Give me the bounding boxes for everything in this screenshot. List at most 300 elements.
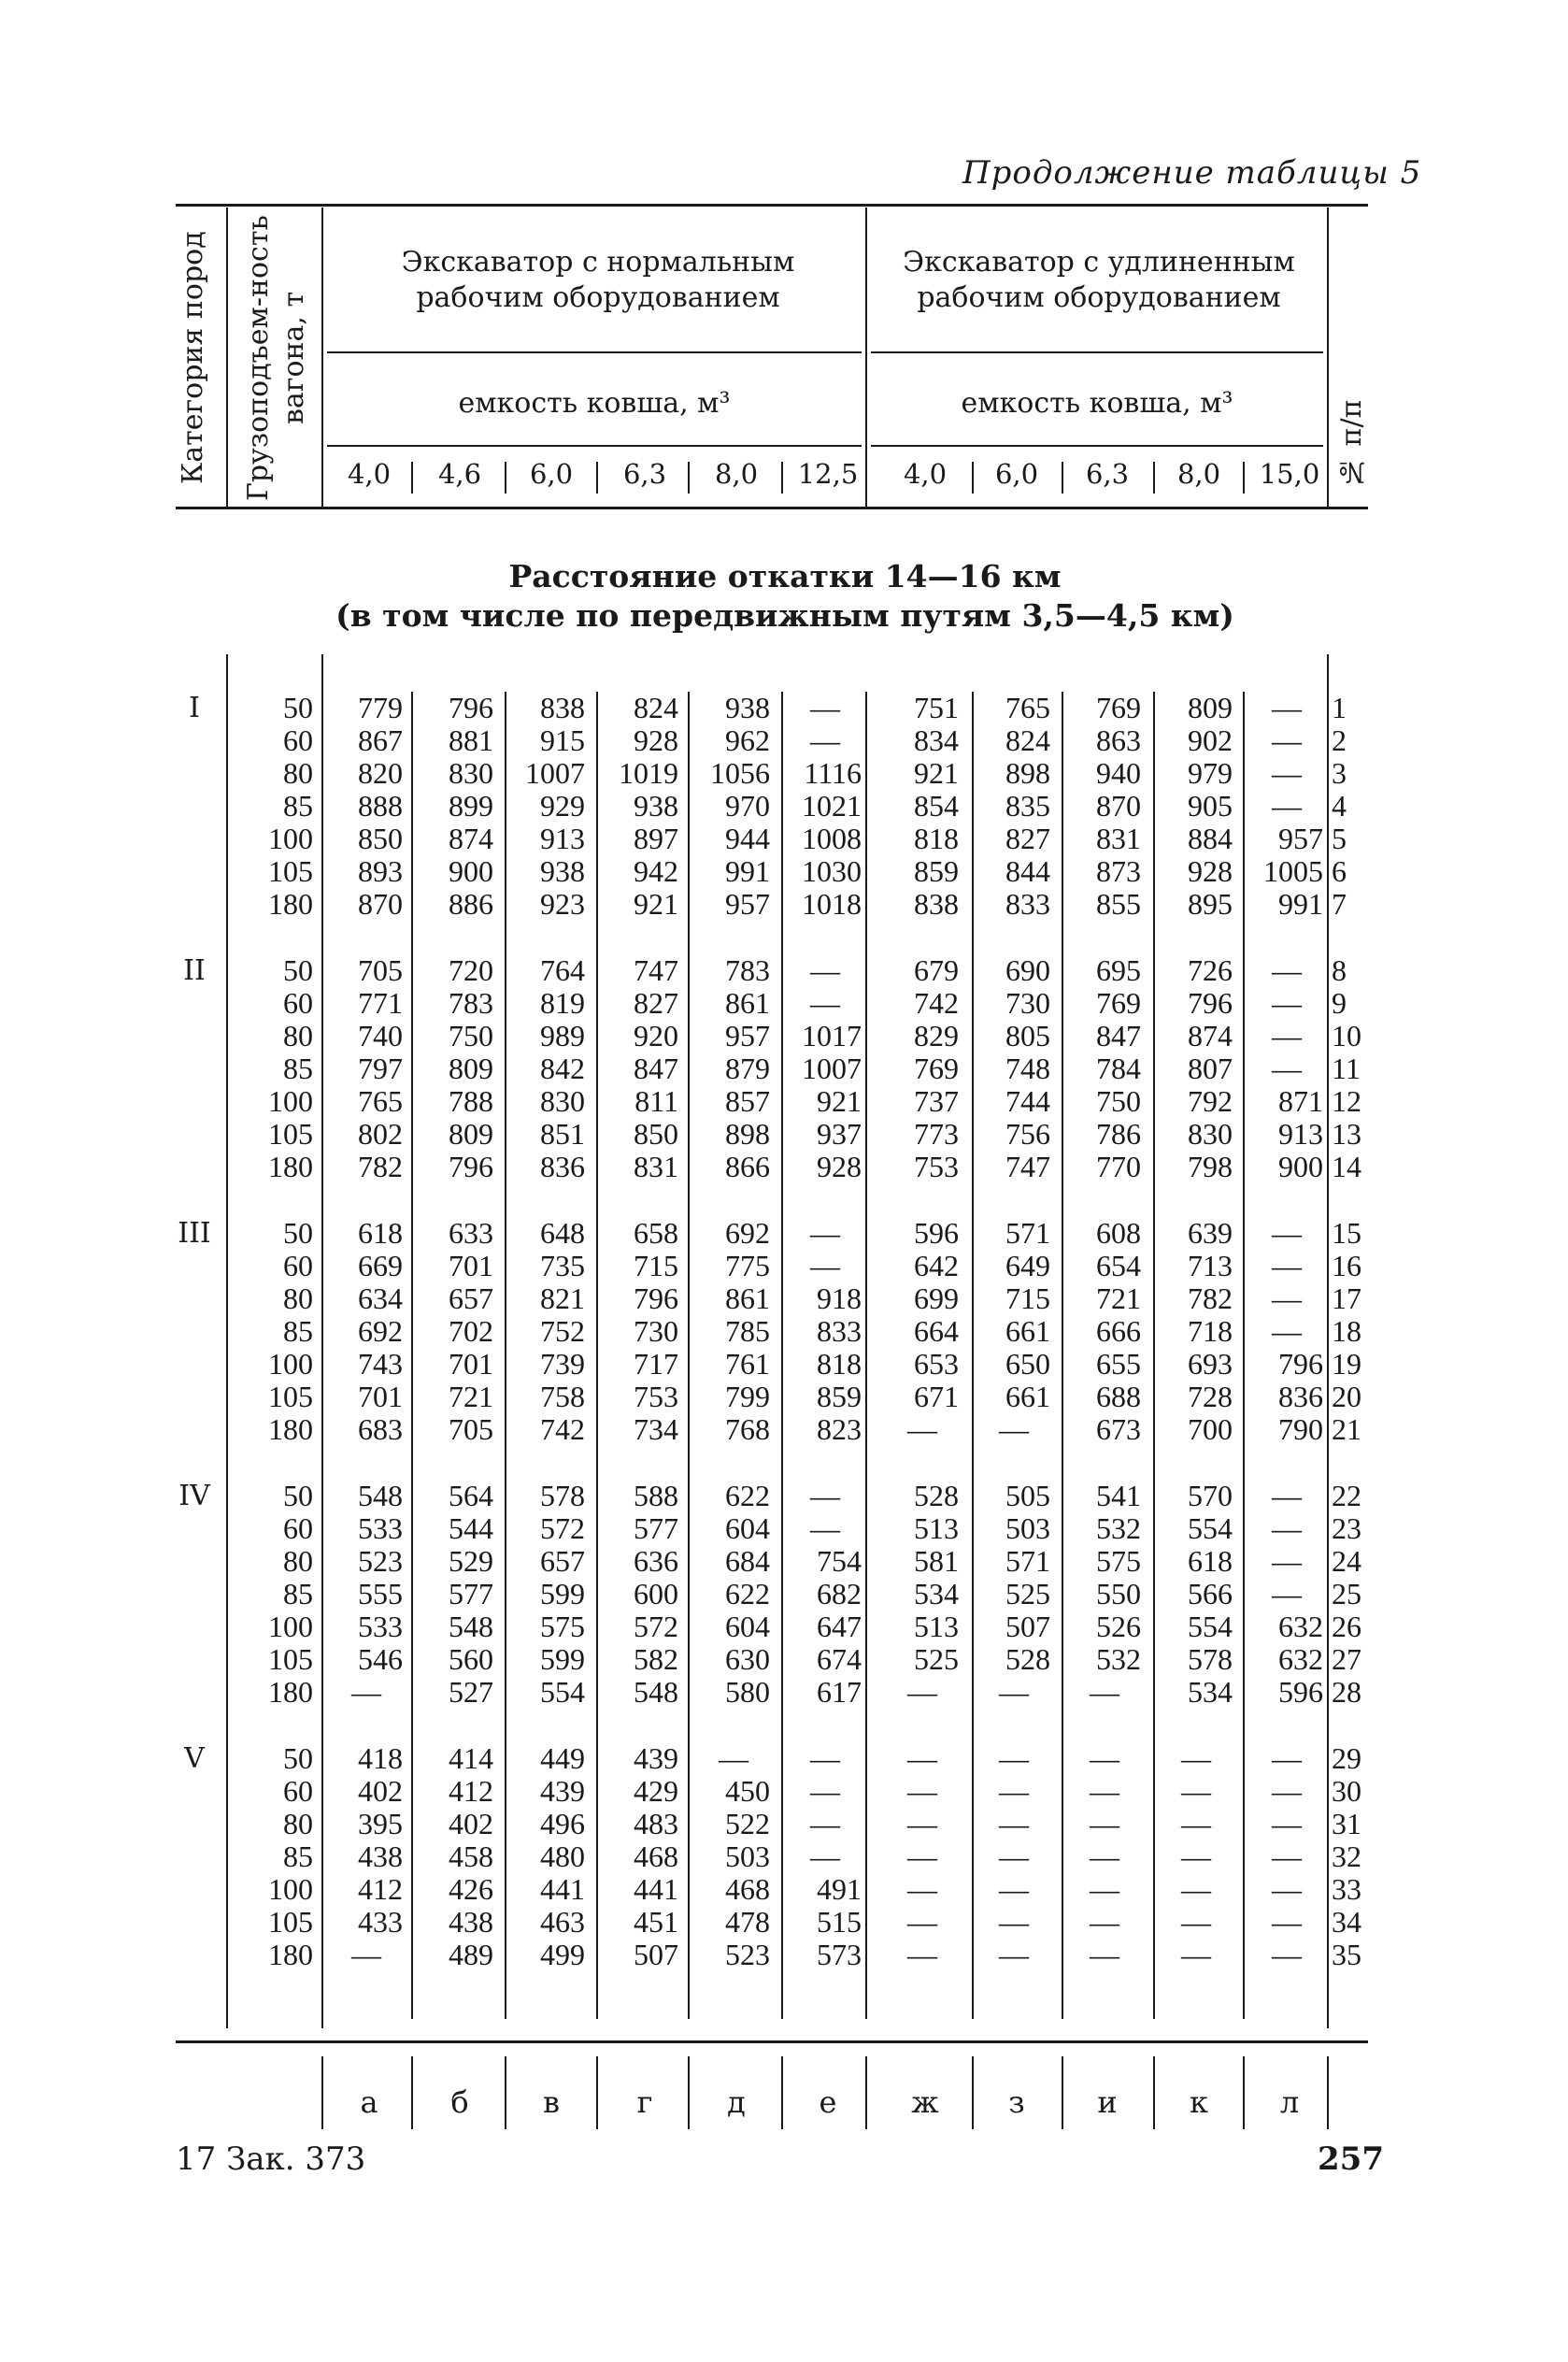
section-title: Расстояние откатки 14—16 км [508, 558, 1062, 594]
value-cell: 555 [358, 1577, 403, 1610]
value-cell: 881 [449, 723, 493, 757]
value-cell: 829 [914, 1019, 959, 1052]
value-cell: 821 [540, 1281, 585, 1315]
value-cell: 468 [725, 1872, 770, 1906]
value-cell: 785 [725, 1314, 770, 1348]
value-cell: 588 [634, 1479, 678, 1512]
value-cell: 412 [449, 1774, 493, 1808]
value-cell: 439 [634, 1741, 678, 1775]
value-cell: 692 [725, 1216, 770, 1250]
value-cell: 790 [1278, 1412, 1323, 1446]
value-cell: 528 [914, 1479, 959, 1512]
body-divider [972, 692, 974, 2019]
value-cell: 532 [1096, 1511, 1141, 1545]
letter-divider [321, 2056, 323, 2129]
letter-divider [1243, 2056, 1245, 2129]
value-cell: 734 [634, 1412, 678, 1446]
capacity-cell: 85 [283, 1052, 313, 1085]
value-cell: 671 [914, 1380, 959, 1413]
value-cell: 720 [449, 953, 493, 987]
value-cell: 695 [1096, 953, 1141, 987]
value-cell: 468 [634, 1839, 678, 1873]
header-subrule [871, 445, 1323, 447]
value-cell: 721 [449, 1380, 493, 1413]
value-cell: 1017 [802, 1019, 862, 1052]
value-cell: 989 [540, 1019, 585, 1052]
value-cell: 438 [449, 1905, 493, 1939]
value-cell: 642 [914, 1249, 959, 1282]
value-cell: 513 [914, 1511, 959, 1545]
row-number: 3 [1332, 756, 1347, 790]
capacity-cell: 105 [268, 1117, 313, 1151]
bucket-divider [781, 462, 783, 494]
value-cell: 836 [1278, 1380, 1323, 1413]
row-number: 16 [1332, 1249, 1361, 1282]
value-cell: 418 [358, 1741, 403, 1775]
value-cell: 942 [634, 854, 678, 888]
value-cell: 730 [634, 1314, 678, 1348]
row-number: 10 [1332, 1019, 1361, 1052]
value-cell: 1019 [619, 756, 678, 790]
value-cell: 871 [1278, 1084, 1323, 1118]
footer-order: 17 Зак. 373 [176, 2140, 366, 2178]
value-cell: — [1272, 986, 1302, 1020]
value-cell: 779 [358, 691, 403, 724]
header-category: Категория пород [177, 231, 209, 485]
row-number: 2 [1332, 723, 1347, 757]
value-cell: 395 [358, 1807, 403, 1840]
value-cell: 713 [1188, 1249, 1233, 1282]
value-cell: 769 [1096, 986, 1141, 1020]
value-cell: — [1272, 1479, 1302, 1512]
value-cell: 581 [914, 1544, 959, 1578]
table-bottom-rule [176, 2040, 1368, 2043]
value-cell: 938 [540, 854, 585, 888]
value-cell: 429 [634, 1774, 678, 1808]
value-cell: 921 [634, 887, 678, 921]
value-cell: — [999, 1741, 1029, 1775]
value-cell: 622 [725, 1577, 770, 1610]
letter-divider [596, 2056, 598, 2129]
value-cell: 796 [449, 1150, 493, 1183]
bucket-divider [972, 462, 974, 494]
column-letter: д [727, 2084, 746, 2120]
value-cell: 874 [449, 822, 493, 855]
category-label: IV [178, 1480, 210, 1512]
value-cell: — [1272, 1577, 1302, 1610]
value-cell: 544 [449, 1511, 493, 1545]
value-cell: 548 [634, 1675, 678, 1709]
value-cell: 796 [449, 691, 493, 724]
value-cell: 527 [449, 1675, 493, 1709]
value-cell: 657 [540, 1544, 585, 1578]
value-cell: 830 [449, 756, 493, 790]
value-cell: 1030 [802, 854, 862, 888]
value-cell: 915 [540, 723, 585, 757]
value-cell: 571 [1005, 1216, 1050, 1250]
bucket-size-label: 4,6 [437, 458, 482, 490]
value-cell: 809 [449, 1052, 493, 1085]
value-cell: 554 [1188, 1511, 1233, 1545]
value-cell: — [999, 1872, 1029, 1906]
value-cell: 1007 [802, 1052, 862, 1085]
value-cell: 879 [725, 1052, 770, 1085]
value-cell: 507 [634, 1938, 678, 1971]
row-number: 11 [1332, 1052, 1361, 1085]
value-cell: 599 [540, 1642, 585, 1676]
value-cell: 632 [1278, 1642, 1323, 1676]
value-cell: 575 [540, 1610, 585, 1643]
value-cell: 742 [914, 986, 959, 1020]
value-cell: 818 [914, 822, 959, 855]
value-cell: — [810, 1741, 840, 1775]
value-cell: 784 [1096, 1052, 1141, 1085]
value-cell: 918 [817, 1281, 862, 1315]
value-cell: 458 [449, 1839, 493, 1873]
value-cell: — [810, 1807, 840, 1840]
letter-divider [1327, 2056, 1329, 2129]
value-cell: 797 [358, 1052, 403, 1085]
value-cell: 802 [358, 1117, 403, 1151]
value-cell: 478 [725, 1905, 770, 1939]
column-letter: з [1008, 2084, 1025, 2120]
value-cell: 604 [725, 1610, 770, 1643]
value-cell: 661 [1005, 1314, 1050, 1348]
value-cell: — [810, 1249, 840, 1282]
body-divider [321, 654, 323, 2028]
value-cell: 991 [1278, 887, 1323, 921]
value-cell: 824 [1005, 723, 1050, 757]
body-divider [688, 692, 690, 2019]
value-cell: 765 [1005, 691, 1050, 724]
value-cell: 532 [1096, 1642, 1141, 1676]
value-cell: 905 [1188, 789, 1233, 823]
value-cell: 844 [1005, 854, 1050, 888]
value-cell: 859 [817, 1380, 862, 1413]
value-cell: 857 [725, 1084, 770, 1118]
capacity-cell: 50 [283, 1741, 313, 1775]
value-cell: — [907, 1675, 937, 1709]
value-cell: — [1181, 1741, 1211, 1775]
value-cell: 859 [914, 854, 959, 888]
value-cell: 1018 [802, 887, 862, 921]
value-cell: 480 [540, 1839, 585, 1873]
value-cell: 572 [540, 1511, 585, 1545]
value-cell: 575 [1096, 1544, 1141, 1578]
value-cell: 768 [725, 1412, 770, 1446]
capacity-cell: 80 [283, 756, 313, 790]
bucket-size-label: 4,0 [347, 458, 392, 490]
value-cell: 979 [1188, 756, 1233, 790]
value-cell: 888 [358, 789, 403, 823]
row-number: 22 [1332, 1479, 1361, 1512]
value-cell: 441 [540, 1872, 585, 1906]
row-number: 21 [1332, 1412, 1361, 1446]
value-cell: 684 [725, 1544, 770, 1578]
value-cell: — [907, 1872, 937, 1906]
value-cell: 834 [914, 723, 959, 757]
value-cell: 851 [540, 1117, 585, 1151]
value-cell: 622 [725, 1479, 770, 1512]
value-cell: 747 [1005, 1150, 1050, 1183]
value-cell: — [999, 1839, 1029, 1873]
value-cell: 886 [449, 887, 493, 921]
value-cell: 895 [1188, 887, 1233, 921]
value-cell: 728 [1188, 1380, 1233, 1413]
capacity-cell: 50 [283, 691, 313, 724]
row-number: 18 [1332, 1314, 1361, 1348]
row-number: 34 [1332, 1905, 1361, 1939]
value-cell: 782 [1188, 1281, 1233, 1315]
value-cell: 548 [449, 1610, 493, 1643]
category-label: I [189, 692, 200, 724]
value-cell: 740 [358, 1019, 403, 1052]
row-number: 26 [1332, 1610, 1361, 1643]
value-cell: — [810, 691, 840, 724]
capacity-cell: 180 [268, 887, 313, 921]
row-number: 27 [1332, 1642, 1361, 1676]
value-cell: — [810, 953, 840, 987]
value-cell: 827 [634, 986, 678, 1020]
value-cell: — [999, 1905, 1029, 1939]
value-cell: 861 [725, 986, 770, 1020]
value-cell: 937 [817, 1117, 862, 1151]
capacity-cell: 50 [283, 1479, 313, 1512]
value-cell: 548 [358, 1479, 403, 1512]
bucket-divider [865, 462, 867, 494]
row-number: 5 [1332, 822, 1347, 855]
value-cell: 970 [725, 789, 770, 823]
value-cell: 682 [817, 1577, 862, 1610]
value-cell: 489 [449, 1938, 493, 1971]
value-cell: 496 [540, 1807, 585, 1840]
value-cell: 750 [1096, 1084, 1141, 1118]
body-divider [865, 692, 867, 2019]
value-cell: 730 [1005, 986, 1050, 1020]
value-cell: 529 [449, 1544, 493, 1578]
value-cell: 743 [358, 1347, 403, 1381]
value-cell: — [1090, 1872, 1119, 1906]
value-cell: — [1181, 1872, 1211, 1906]
value-cell: 873 [1096, 854, 1141, 888]
value-cell: 866 [725, 1150, 770, 1183]
column-letter: г [636, 2084, 653, 2120]
column-letter: и [1097, 2084, 1118, 2120]
capacity-cell: 100 [268, 1872, 313, 1906]
value-cell: 831 [634, 1150, 678, 1183]
value-cell: 715 [1005, 1281, 1050, 1315]
bucket-size-label: 12,5 [797, 458, 859, 490]
value-cell: 769 [1096, 691, 1141, 724]
value-cell: 604 [725, 1511, 770, 1545]
value-cell: 650 [1005, 1347, 1050, 1381]
capacity-cell: 100 [268, 1610, 313, 1643]
value-cell: 649 [1005, 1249, 1050, 1282]
value-cell: 847 [1096, 1019, 1141, 1052]
value-cell: 550 [1096, 1577, 1141, 1610]
value-cell: 820 [358, 756, 403, 790]
value-cell: 505 [1005, 1479, 1050, 1512]
value-cell: — [1181, 1839, 1211, 1873]
header-capacity-text: Грузоподъем-ность вагона, т [242, 215, 310, 501]
value-cell: 898 [1005, 756, 1050, 790]
value-cell: 630 [725, 1642, 770, 1676]
value-cell: 827 [1005, 822, 1050, 855]
value-cell: 897 [634, 822, 678, 855]
row-number: 13 [1332, 1117, 1361, 1151]
value-cell: — [810, 986, 840, 1020]
row-number: 33 [1332, 1872, 1361, 1906]
value-cell: 830 [540, 1084, 585, 1118]
header-bucket-extended: емкость ковша, м³ [961, 387, 1233, 420]
value-cell: 426 [449, 1872, 493, 1906]
value-cell: 863 [1096, 723, 1141, 757]
value-cell: 653 [914, 1347, 959, 1381]
value-cell: 636 [634, 1544, 678, 1578]
value-cell: 809 [1188, 691, 1233, 724]
value-cell: 580 [725, 1675, 770, 1709]
value-cell: 737 [914, 1084, 959, 1118]
letter-divider [1153, 2056, 1155, 2129]
value-cell: — [999, 1412, 1029, 1446]
capacity-cell: 60 [283, 986, 313, 1020]
value-cell: 533 [358, 1511, 403, 1545]
value-cell: 661 [1005, 1380, 1050, 1413]
letter-divider [505, 2056, 506, 2129]
value-cell: 921 [817, 1084, 862, 1118]
value-cell: 773 [914, 1117, 959, 1151]
value-cell: — [1272, 1544, 1302, 1578]
value-cell: 692 [358, 1314, 403, 1348]
row-number: 4 [1332, 789, 1347, 823]
value-cell: 929 [540, 789, 585, 823]
value-cell: 679 [914, 953, 959, 987]
value-cell: 693 [1188, 1347, 1233, 1381]
value-cell: 608 [1096, 1216, 1141, 1250]
value-cell: — [351, 1938, 381, 1971]
value-cell: 991 [725, 854, 770, 888]
value-cell: 438 [358, 1839, 403, 1873]
body-divider [596, 692, 598, 2019]
value-cell: 1005 [1263, 854, 1323, 888]
value-cell: 921 [914, 756, 959, 790]
body-divider [1327, 654, 1329, 2028]
bucket-divider [1062, 462, 1063, 494]
column-letter: л [1279, 2084, 1300, 2120]
value-cell: 554 [540, 1675, 585, 1709]
value-cell: — [1272, 1019, 1302, 1052]
value-cell: 412 [358, 1872, 403, 1906]
value-cell: 463 [540, 1905, 585, 1939]
value-cell: — [1181, 1938, 1211, 1971]
value-cell: — [1090, 1741, 1119, 1775]
value-cell: 546 [358, 1642, 403, 1676]
value-cell: 1007 [525, 756, 585, 790]
value-cell: — [1090, 1807, 1119, 1840]
value-cell: 855 [1096, 887, 1141, 921]
value-cell: 1116 [804, 756, 862, 790]
value-cell: — [1272, 1905, 1302, 1939]
capacity-cell: 60 [283, 723, 313, 757]
value-cell: — [1272, 723, 1302, 757]
bucket-divider [1153, 462, 1155, 494]
column-letter: б [450, 2084, 469, 2120]
column-letter: е [819, 2084, 837, 2120]
value-cell: — [1181, 1774, 1211, 1808]
value-cell: — [810, 723, 840, 757]
value-cell: 571 [1005, 1544, 1050, 1578]
value-cell: — [999, 1774, 1029, 1808]
value-cell: 566 [1188, 1577, 1233, 1610]
value-cell: 783 [449, 986, 493, 1020]
value-cell: — [907, 1741, 937, 1775]
value-cell: 819 [540, 986, 585, 1020]
value-cell: — [1272, 1511, 1302, 1545]
value-cell: 870 [358, 887, 403, 921]
value-cell: 831 [1096, 822, 1141, 855]
value-cell: — [1090, 1839, 1119, 1873]
bucket-size-label: 8,0 [1176, 458, 1221, 490]
value-cell: — [1272, 1741, 1302, 1775]
capacity-cell: 100 [268, 1347, 313, 1381]
value-cell: 1008 [802, 822, 862, 855]
capacity-cell: 80 [283, 1019, 313, 1052]
value-cell: — [907, 1905, 937, 1939]
value-cell: 786 [1096, 1117, 1141, 1151]
value-cell: 962 [725, 723, 770, 757]
value-cell: 830 [1188, 1117, 1233, 1151]
value-cell: 639 [1188, 1216, 1233, 1250]
capacity-cell: 80 [283, 1544, 313, 1578]
value-cell: 893 [358, 854, 403, 888]
value-cell: 798 [1188, 1150, 1233, 1183]
value-cell: — [1272, 691, 1302, 724]
capacity-cell: 180 [268, 1412, 313, 1446]
value-cell: 560 [449, 1642, 493, 1676]
value-cell: — [810, 1216, 840, 1250]
value-cell: 701 [449, 1347, 493, 1381]
value-cell: 920 [634, 1019, 678, 1052]
body-divider [411, 692, 413, 2019]
value-cell: 783 [725, 953, 770, 987]
value-cell: 799 [725, 1380, 770, 1413]
value-cell: 491 [817, 1872, 862, 1906]
row-number: 14 [1332, 1150, 1361, 1183]
value-cell: 449 [540, 1741, 585, 1775]
value-cell: 742 [540, 1412, 585, 1446]
value-cell: 902 [1188, 723, 1233, 757]
value-cell: 528 [1005, 1642, 1050, 1676]
value-cell: 1056 [710, 756, 770, 790]
value-cell: 796 [1188, 986, 1233, 1020]
row-number: 7 [1332, 887, 1347, 921]
value-cell: 751 [914, 691, 959, 724]
value-cell: 701 [358, 1380, 403, 1413]
capacity-cell: 105 [268, 1642, 313, 1676]
capacity-cell: 105 [268, 1380, 313, 1413]
row-number: 28 [1332, 1675, 1361, 1709]
value-cell: 541 [1096, 1479, 1141, 1512]
value-cell: — [810, 1774, 840, 1808]
value-cell: 658 [634, 1216, 678, 1250]
value-cell: 683 [358, 1412, 403, 1446]
value-cell: 838 [914, 887, 959, 921]
value-cell: 957 [725, 1019, 770, 1052]
category-label: II [183, 954, 206, 987]
value-cell: 769 [914, 1052, 959, 1085]
value-cell: 402 [449, 1807, 493, 1840]
body-divider [505, 692, 506, 2019]
